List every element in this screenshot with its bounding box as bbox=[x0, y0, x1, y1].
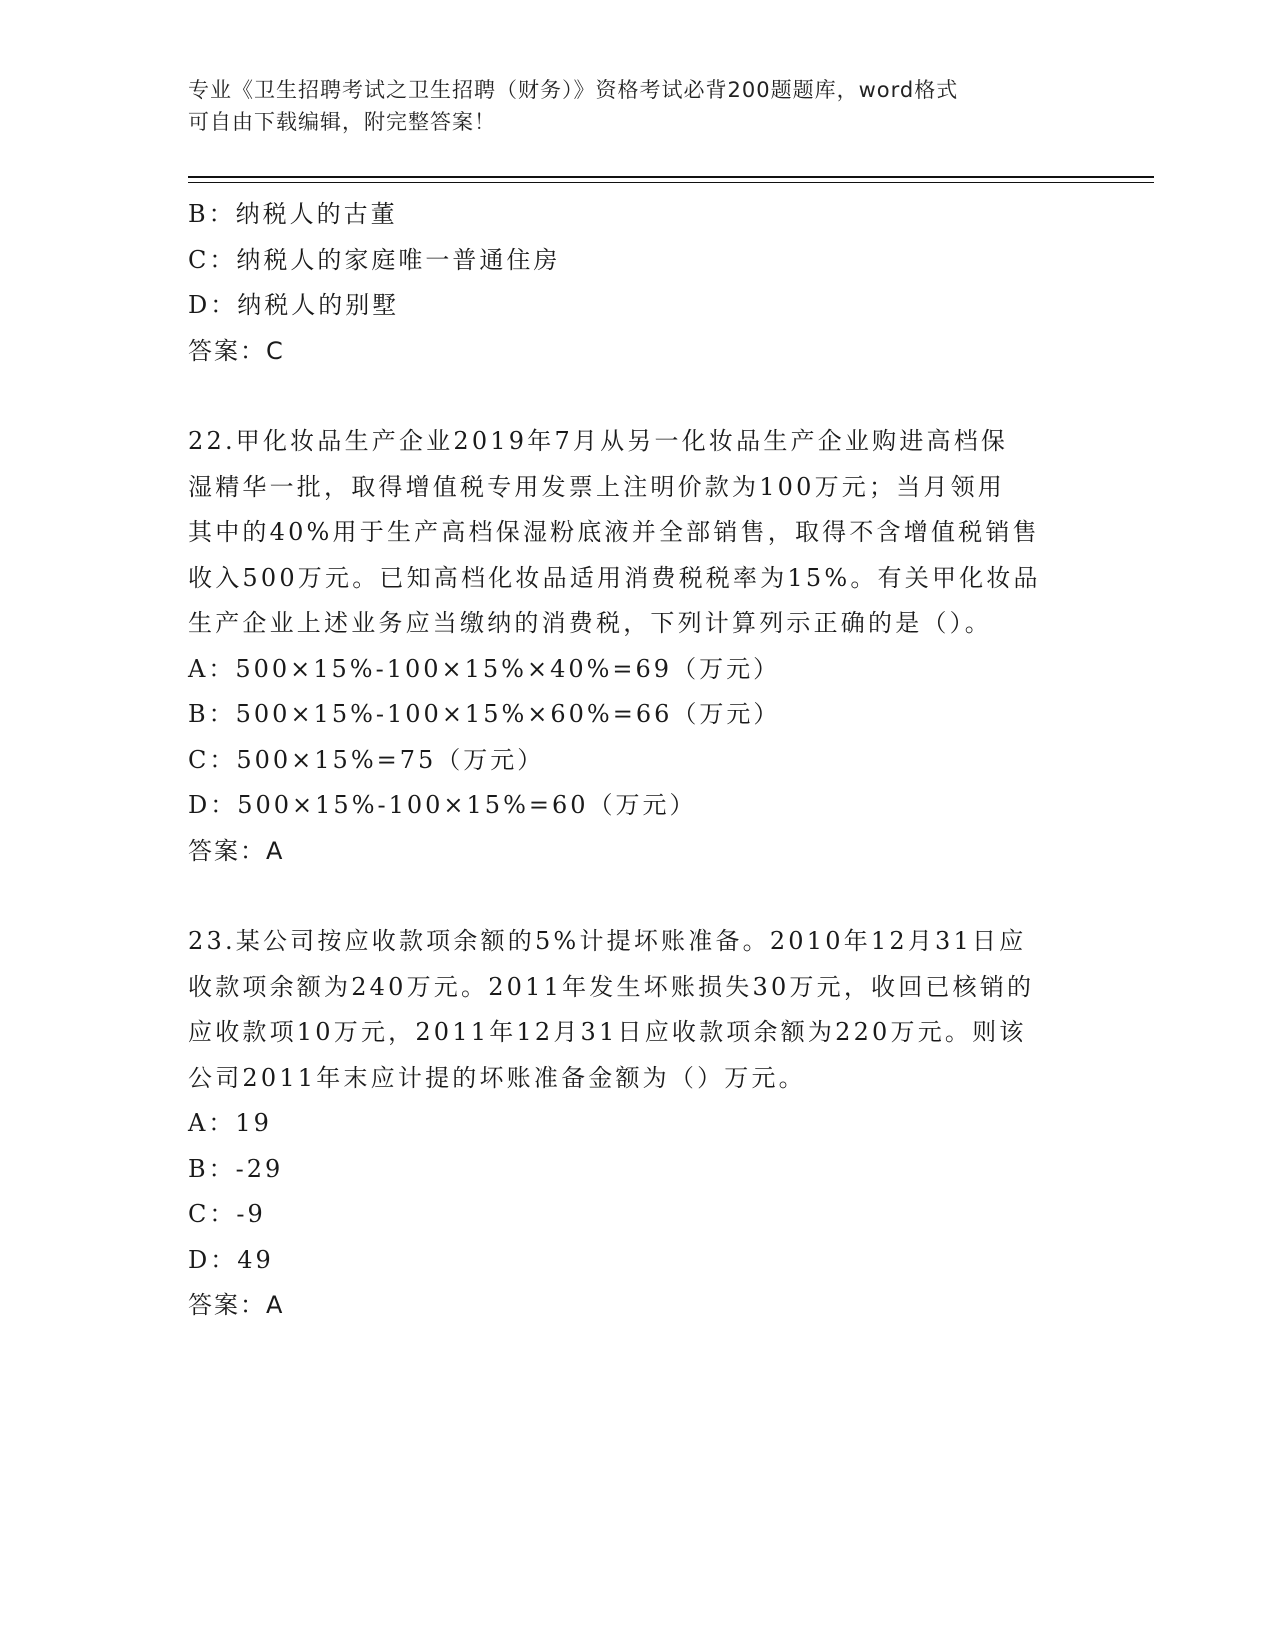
spacer bbox=[188, 374, 1088, 419]
header-rule-thick bbox=[188, 176, 1154, 178]
option-b: B：500×15%-100×15%×60%=66（万元） bbox=[188, 700, 781, 728]
option-c: C：纳税人的家庭唯一普通住房 bbox=[188, 245, 561, 274]
stem-line: 23.某公司按应收款项余额的5%计提坏账准备。2010年12月31日应 bbox=[188, 927, 1027, 955]
stem-line: 其中的40%用于生产高档保湿粉底液并全部销售，取得不含增值税销售 bbox=[188, 518, 1040, 546]
spacer bbox=[188, 874, 1088, 919]
question-23 bbox=[188, 919, 1088, 1329]
question-stem bbox=[188, 919, 1088, 1101]
document-body bbox=[188, 192, 1088, 1329]
header-line-1: 专业《卫生招聘考试之卫生招聘（财务）》资格考试必背200题题库，word格式 bbox=[188, 78, 959, 102]
option-b: B：纳税人的古董 bbox=[188, 200, 398, 228]
header-rule-thin bbox=[188, 182, 1154, 183]
answer: 答案：A bbox=[188, 836, 285, 865]
document-header bbox=[188, 74, 1088, 138]
stem-line: 收入500万元。已知高档化妆品适用消费税税率为15%。有关甲化妆品 bbox=[188, 563, 1041, 592]
question-stem bbox=[188, 419, 1088, 647]
option-d: D：纳税人的别墅 bbox=[188, 291, 400, 319]
stem-line: 湿精华一批，取得增值税专用发票上注明价款为100万元；当月领用 bbox=[188, 472, 1006, 501]
option-d: D：500×15%-100×15%=60（万元） bbox=[188, 791, 697, 819]
option-a: A：500×15%-100×15%×40%=69（万元） bbox=[188, 654, 781, 683]
stem-line: 22.甲化妆品生产企业2019年7月从另一化妆品生产企业购进高档保 bbox=[188, 427, 1009, 455]
option-c: C：-9 bbox=[188, 1200, 266, 1228]
header-line-2: 可自由下载编辑，附完整答案！ bbox=[188, 110, 496, 134]
option-b: B：-29 bbox=[188, 1154, 284, 1183]
option-c: C：500×15%=75（万元） bbox=[188, 745, 545, 774]
option-d: D：49 bbox=[188, 1245, 274, 1274]
answer: 答案：C bbox=[188, 336, 285, 365]
stem-line: 生产企业上述业务应当缴纳的消费税，下列计算列示正确的是（）。 bbox=[188, 609, 992, 637]
stem-line: 公司2011年末应计提的坏账准备金额为（）万元。 bbox=[188, 1063, 806, 1092]
stem-line: 应收款项10万元，2011年12月31日应收款项余额为220万元。则该 bbox=[188, 1018, 1027, 1046]
question-22 bbox=[188, 419, 1088, 874]
answer: 答案：A bbox=[188, 1291, 285, 1319]
option-a: A：19 bbox=[188, 1109, 272, 1137]
prev-question bbox=[188, 192, 1088, 374]
stem-line: 收款项余额为240万元。2011年发生坏账损失30万元，收回已核销的 bbox=[188, 972, 1035, 1001]
